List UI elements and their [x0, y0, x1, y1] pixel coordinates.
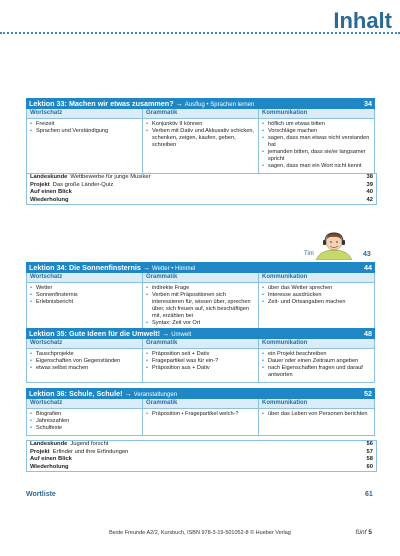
extras-page: 38 — [366, 174, 373, 180]
kommunikation-column — [259, 339, 374, 382]
lesson-header-bar — [26, 98, 375, 109]
list-item: • Freizeit — [30, 121, 139, 128]
item-list — [143, 283, 258, 330]
list-item: • über das Wetter sprechen — [262, 285, 371, 292]
extras-row — [27, 189, 376, 197]
grammatik-column — [143, 109, 259, 173]
lesson-title: Lektion 33: Machen wir etwas zusammen? — [29, 99, 174, 108]
extras-text — [72, 197, 359, 205]
extras-row — [27, 182, 376, 190]
wortschatz-column — [27, 339, 143, 382]
list-item: • indirekte Frage — [146, 285, 255, 292]
list-item: • ein Projekt beschreiben — [262, 351, 371, 358]
column-head: Kommunikation — [259, 109, 374, 119]
extras-row — [27, 197, 376, 205]
lesson-columns — [26, 273, 375, 331]
list-item: • nach Eigenschaften fragen und darauf antworten — [262, 365, 371, 379]
kommunikation-column — [259, 399, 374, 435]
list-item: • Verben mit Dativ und Akkusativ schicken, schenken, zeigen, kaufen, geben, schreiben — [146, 128, 255, 149]
lesson-title: Lektion 35: Gute Ideen für die Umwelt! — [29, 329, 160, 338]
extras-text: Das große Länder-Quiz — [52, 181, 114, 188]
footer-page-number — [356, 529, 372, 536]
lesson-title: Lektion 36: Schule, Schule! — [29, 389, 123, 398]
list-item: • über das Leben von Personen berichten — [262, 411, 371, 418]
page-num: 5 — [368, 529, 372, 536]
footer-text: Beste Freunde A2/2, Kursbuch, ISBN 978-3-19-501052-8 © Hueber Verlag — [109, 530, 291, 536]
extras-row — [27, 449, 376, 457]
wortschatz-column — [27, 273, 143, 330]
list-item: • Dauer oder einen Zeitraum angeben — [262, 358, 371, 365]
item-list — [143, 349, 258, 375]
character-name: Tim — [304, 251, 314, 257]
extras-label: Auf einen Blick — [30, 189, 72, 195]
arrow-icon: → — [175, 99, 183, 108]
list-item: • Sonnenfinsternis — [30, 292, 139, 299]
column-head: Wortschatz — [27, 339, 142, 349]
list-item: • Biografien — [30, 411, 139, 418]
lesson-title: Lektion 34: Die Sonnenfinsternis — [29, 263, 141, 272]
lesson-page: 52 — [364, 389, 372, 398]
wortschatz-column — [27, 399, 143, 435]
column-head: Grammatik — [143, 339, 258, 349]
lesson-header-bar — [26, 388, 375, 399]
extras-text — [75, 456, 359, 464]
item-list — [259, 409, 374, 421]
extras-label: Projekt — [30, 181, 50, 188]
grammatik-column — [143, 339, 259, 382]
list-item: • Jahreszahlen — [30, 418, 139, 425]
extras-text — [75, 189, 359, 197]
item-list — [27, 119, 142, 138]
list-item: • Konjunktiv II können — [146, 121, 255, 128]
item-list — [27, 349, 142, 375]
list-item: • Fragepartikel was für ein-? — [146, 358, 255, 365]
list-item: • jemanden bitten, dass sie/er langsamer spricht — [262, 149, 371, 163]
list-item: • Erlebnisbericht — [30, 299, 139, 306]
column-head: Grammatik — [143, 109, 258, 119]
list-item: • Vorschläge machen — [262, 128, 371, 135]
list-item: • Präposition seit + Dativ — [146, 351, 255, 358]
header-dotted-rule — [0, 32, 400, 34]
lesson-34 — [26, 262, 375, 331]
grammatik-column — [143, 273, 259, 330]
wortschatz-column — [27, 109, 143, 173]
extras-label: Landeskunde — [30, 174, 68, 180]
list-item: • Präposition • Fragepartikel welch-? — [146, 411, 255, 418]
lesson-topic: Veranstaltungen — [133, 392, 178, 398]
character-page: 43 — [363, 251, 371, 258]
list-item: • Zeit- und Ortsangaben machen — [262, 299, 371, 306]
lesson-topic: Umwelt — [171, 332, 192, 338]
list-item: • sagen, dass man etwas nicht verstanden hat — [262, 135, 371, 149]
extras-page: 58 — [366, 456, 373, 462]
column-head: Kommunikation — [259, 273, 374, 283]
wortliste-label: Wortliste — [26, 491, 56, 498]
list-item: • höflich um etwas bitten — [262, 121, 371, 128]
lesson-topic: Ausflug • Sprachen lernen — [184, 102, 255, 108]
column-head: Kommunikation — [259, 339, 374, 349]
extras-text — [72, 464, 359, 472]
column-head: Wortschatz — [27, 109, 142, 119]
lesson-36 — [26, 388, 375, 436]
extras-label: Wiederholung — [30, 196, 69, 203]
list-item: • Schulfeste — [30, 425, 139, 432]
extras-text: Erfinder und ihre Erfindungen — [52, 448, 129, 455]
item-list — [143, 119, 258, 152]
wortliste-page: 61 — [365, 491, 373, 498]
kommunikation-column — [259, 109, 374, 173]
item-list — [27, 283, 142, 309]
extras-label: Landeskunde — [30, 441, 68, 447]
item-list — [27, 409, 142, 435]
extras-label: Wiederholung — [30, 463, 69, 470]
list-item: • Sprachen und Verständigung — [30, 128, 139, 135]
arrow-icon: → — [162, 329, 170, 338]
lesson-page: 48 — [364, 329, 372, 338]
column-head: Kommunikation — [259, 399, 374, 409]
column-head: Wortschatz — [27, 399, 142, 409]
extras-label: Projekt — [30, 448, 50, 455]
extras-text: Jugend forscht — [70, 441, 109, 447]
tim-character-illustration — [312, 230, 356, 260]
extras-page: 56 — [366, 441, 373, 447]
lesson-columns — [26, 339, 375, 383]
extras-row — [27, 441, 376, 449]
extras-block — [26, 440, 377, 472]
list-item: • etwas selbst machen — [30, 365, 139, 372]
column-head: Wortschatz — [27, 273, 142, 283]
extras-page: 57 — [366, 448, 373, 455]
lesson-topic: Wetter • Himmel — [152, 266, 196, 272]
arrow-icon: → — [124, 389, 132, 398]
lesson-page: 44 — [364, 263, 372, 272]
item-list — [259, 119, 374, 173]
item-list — [259, 283, 374, 309]
lesson-columns — [26, 399, 375, 436]
lesson-header-bar — [26, 262, 375, 273]
lesson-33 — [26, 98, 375, 174]
list-item: • sagen, dass man ein Wort nicht kennt — [262, 163, 371, 170]
list-item: • Tauschprojekte — [30, 351, 139, 358]
item-list — [259, 349, 374, 382]
extras-page: 60 — [366, 463, 373, 470]
extras-label: Auf einen Blick — [30, 456, 72, 462]
grammatik-column — [143, 399, 259, 435]
extras-page: 42 — [366, 196, 373, 203]
lesson-columns — [26, 109, 375, 174]
item-list — [143, 409, 258, 421]
list-item: • Verben mit Präpositionen sich interessieren für, wissen über, sprechen über, sich freuen auf, sich beschäftigen mit, erzählen bei — [146, 292, 255, 320]
column-head: Grammatik — [143, 273, 258, 283]
page-title: Inhalt — [333, 8, 392, 33]
lesson-header-bar — [26, 328, 375, 339]
column-head: Grammatik — [143, 399, 258, 409]
list-item: • Eigenschaften von Gegenständen — [30, 358, 139, 365]
list-item: • Interesse ausdrücken — [262, 292, 371, 299]
extras-row — [27, 464, 376, 472]
list-item: • Syntax: Zeit vor Ort — [146, 320, 255, 327]
kommunikation-column — [259, 273, 374, 330]
extras-row — [27, 174, 376, 182]
page-word: fünf — [355, 529, 367, 536]
arrow-icon: → — [142, 263, 151, 272]
extras-text: Wettbewerbe für junge Musiker — [70, 174, 151, 180]
extras-page: 40 — [366, 189, 373, 195]
lesson-page: 34 — [364, 99, 372, 108]
extras-page: 39 — [366, 181, 373, 188]
lesson-35 — [26, 328, 375, 383]
extras-block — [26, 173, 377, 205]
list-item: • Präposition aus + Dativ — [146, 365, 255, 372]
list-item: • Wetter — [30, 285, 139, 292]
extras-row — [27, 456, 376, 464]
